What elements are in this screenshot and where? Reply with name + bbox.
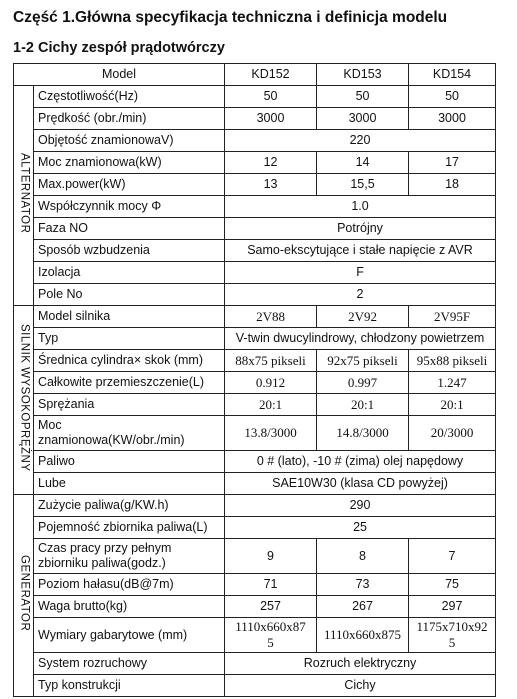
cell-value: 20:1 <box>409 394 496 416</box>
table-row <box>14 152 496 174</box>
cell-value-line2: 5 <box>267 635 274 650</box>
cell-value: 2V88 <box>225 306 317 328</box>
generator-group-text: GENERATOR <box>18 555 31 632</box>
cell-value: 88x75 pikseli <box>225 350 317 372</box>
table-row <box>14 108 496 130</box>
table-row <box>14 328 496 350</box>
table-row <box>14 284 496 306</box>
cell-value-span: Potrójny <box>225 218 496 240</box>
table-row <box>14 130 496 152</box>
cell-value <box>225 618 317 653</box>
cell-value: 2V95F <box>409 306 496 328</box>
table-row <box>14 451 496 473</box>
alternator-group-label <box>14 86 34 306</box>
cell-value: 20:1 <box>225 394 317 416</box>
cell-value-span: 25 <box>225 517 496 539</box>
section-subtitle: 1-2 Cichy zespół prądotwórczy <box>13 40 225 56</box>
cell-value: 20/3000 <box>409 416 496 451</box>
row-label <box>34 539 225 574</box>
table-row <box>14 596 496 618</box>
row-label <box>34 416 225 451</box>
alternator-group-text: ALTERNATOR <box>18 153 31 234</box>
cell-value: 1.247 <box>409 372 496 394</box>
cell-value: 14.8/3000 <box>317 416 409 451</box>
cell-value: 14 <box>317 152 409 174</box>
cell-value-span: SAE10W30 (klasa CD powyżej) <box>225 473 496 495</box>
table-row <box>14 653 496 675</box>
row-label: Pojemność zbiornika paliwa(L) <box>34 517 225 539</box>
table-row <box>14 262 496 284</box>
cell-value: 73 <box>317 574 409 596</box>
row-label-line2: zbiorniku paliwa(godz.) <box>38 556 166 570</box>
cell-value: 75 <box>409 574 496 596</box>
row-label: Paliwo <box>34 451 225 473</box>
cell-value: 13.8/3000 <box>225 416 317 451</box>
cell-value-span: 0 # (lato), -10 # (zima) olej napędowy <box>225 451 496 473</box>
table-row <box>14 394 496 416</box>
row-label-line1: Moc <box>38 418 62 432</box>
generator-group-label <box>14 495 34 697</box>
cell-value-span: Samo-ekscytujące i stałe napięcie z AVR <box>225 240 496 262</box>
cell-value-line2: 5 <box>448 635 456 650</box>
cell-value: 18 <box>409 174 496 196</box>
row-label-line2: znamionowa(KW/obr./min) <box>38 433 185 447</box>
cell-value: 15,5 <box>317 174 409 196</box>
cell-value: 1110x660x875 <box>317 618 409 653</box>
cell-value-span: 290 <box>225 495 496 517</box>
cell-value-line1: 1175x710x92 <box>416 619 488 635</box>
row-label: Typ <box>34 328 225 350</box>
cell-value: 3000 <box>409 108 496 130</box>
cell-value-span: F <box>225 262 496 284</box>
row-label: Izolacja <box>34 262 225 284</box>
cell-value: 95x88 pikseli <box>409 350 496 372</box>
cell-value: 3000 <box>317 108 409 130</box>
table-row <box>14 675 496 697</box>
cell-value: 2V92 <box>317 306 409 328</box>
spec-table <box>13 63 496 697</box>
row-label: Pole No <box>34 284 225 306</box>
row-label: Poziom hałasu(dB@7m) <box>34 574 225 596</box>
cell-value-span: Cichy <box>225 675 496 697</box>
row-label: Współczynnik mocy Φ <box>34 196 225 218</box>
table-row <box>14 306 496 328</box>
cell-value: 0.997 <box>317 372 409 394</box>
cell-value-span: Rozruch elektryczny <box>225 653 496 675</box>
cell-value: 9 <box>225 539 317 574</box>
cell-value: 8 <box>317 539 409 574</box>
table-row <box>14 218 496 240</box>
cell-value-span: 220 <box>225 130 496 152</box>
row-label: Moc znamionowa(kW) <box>34 152 225 174</box>
cell-value: 7 <box>409 539 496 574</box>
cell-value: 50 <box>225 86 317 108</box>
row-label-line1: Czas pracy przy pełnym <box>38 541 172 555</box>
row-label: Model silnika <box>34 306 225 328</box>
row-label: Sposób wzbudzenia <box>34 240 225 262</box>
model-kd152-header: KD152 <box>225 64 317 86</box>
row-label: Zużycie paliwa(g/KW.h) <box>34 495 225 517</box>
cell-value-span: 2 <box>225 284 496 306</box>
table-row <box>14 517 496 539</box>
table-row <box>14 240 496 262</box>
cell-value: 267 <box>317 596 409 618</box>
row-label: Częstotliwość(Hz) <box>34 86 225 108</box>
table-row <box>14 574 496 596</box>
cell-value: 50 <box>317 86 409 108</box>
row-label: Wymiary gabarytowe (mm) <box>34 618 225 653</box>
table-row <box>14 86 496 108</box>
row-label: Średnica cylindra× skok (mm) <box>34 350 225 372</box>
table-row <box>14 473 496 495</box>
cell-value <box>409 618 496 653</box>
cell-value: 12 <box>225 152 317 174</box>
cell-value: 13 <box>225 174 317 196</box>
cell-value: 50 <box>409 86 496 108</box>
model-kd153-header: KD153 <box>317 64 409 86</box>
table-row <box>14 350 496 372</box>
cell-value: 17 <box>409 152 496 174</box>
table-row <box>14 495 496 517</box>
table-row <box>14 416 496 451</box>
cell-value: 257 <box>225 596 317 618</box>
model-kd154-header: KD154 <box>409 64 496 86</box>
table-row <box>14 196 496 218</box>
row-label: Całkowite przemieszczenie(L) <box>34 372 225 394</box>
table-row <box>14 174 496 196</box>
model-header: Model <box>14 64 225 86</box>
engine-group-label <box>14 306 34 495</box>
cell-value: 297 <box>409 596 496 618</box>
cell-value-span: 1.0 <box>225 196 496 218</box>
table-row <box>14 539 496 574</box>
row-label: Lube <box>34 473 225 495</box>
page-title: Część 1.Główna specyfikacja techniczna i definicja modelu <box>13 9 448 26</box>
row-label: Objętość znamionowaV) <box>34 130 225 152</box>
row-label: Max.power(kW) <box>34 174 225 196</box>
cell-value: 20:1 <box>317 394 409 416</box>
cell-value-span: V-twin dwucylindrowy, chłodzony powietrzem <box>225 328 496 350</box>
row-label: Waga brutto(kg) <box>34 596 225 618</box>
cell-value: 0.912 <box>225 372 317 394</box>
cell-value: 71 <box>225 574 317 596</box>
row-label: Prędkość (obr./min) <box>34 108 225 130</box>
row-label: Sprężania <box>34 394 225 416</box>
cell-value: 92x75 pikseli <box>317 350 409 372</box>
row-label: Faza NO <box>34 218 225 240</box>
table-row <box>14 372 496 394</box>
engine-group-text: SILNIK WYSOKOPRĘŻNY <box>18 324 31 472</box>
row-label: Typ konstrukcji <box>34 675 225 697</box>
row-label: System rozruchowy <box>34 653 225 675</box>
cell-value: 3000 <box>225 108 317 130</box>
table-row <box>14 618 496 653</box>
cell-value-line1: 1110x660x87 <box>235 619 306 635</box>
header-row <box>14 64 496 86</box>
